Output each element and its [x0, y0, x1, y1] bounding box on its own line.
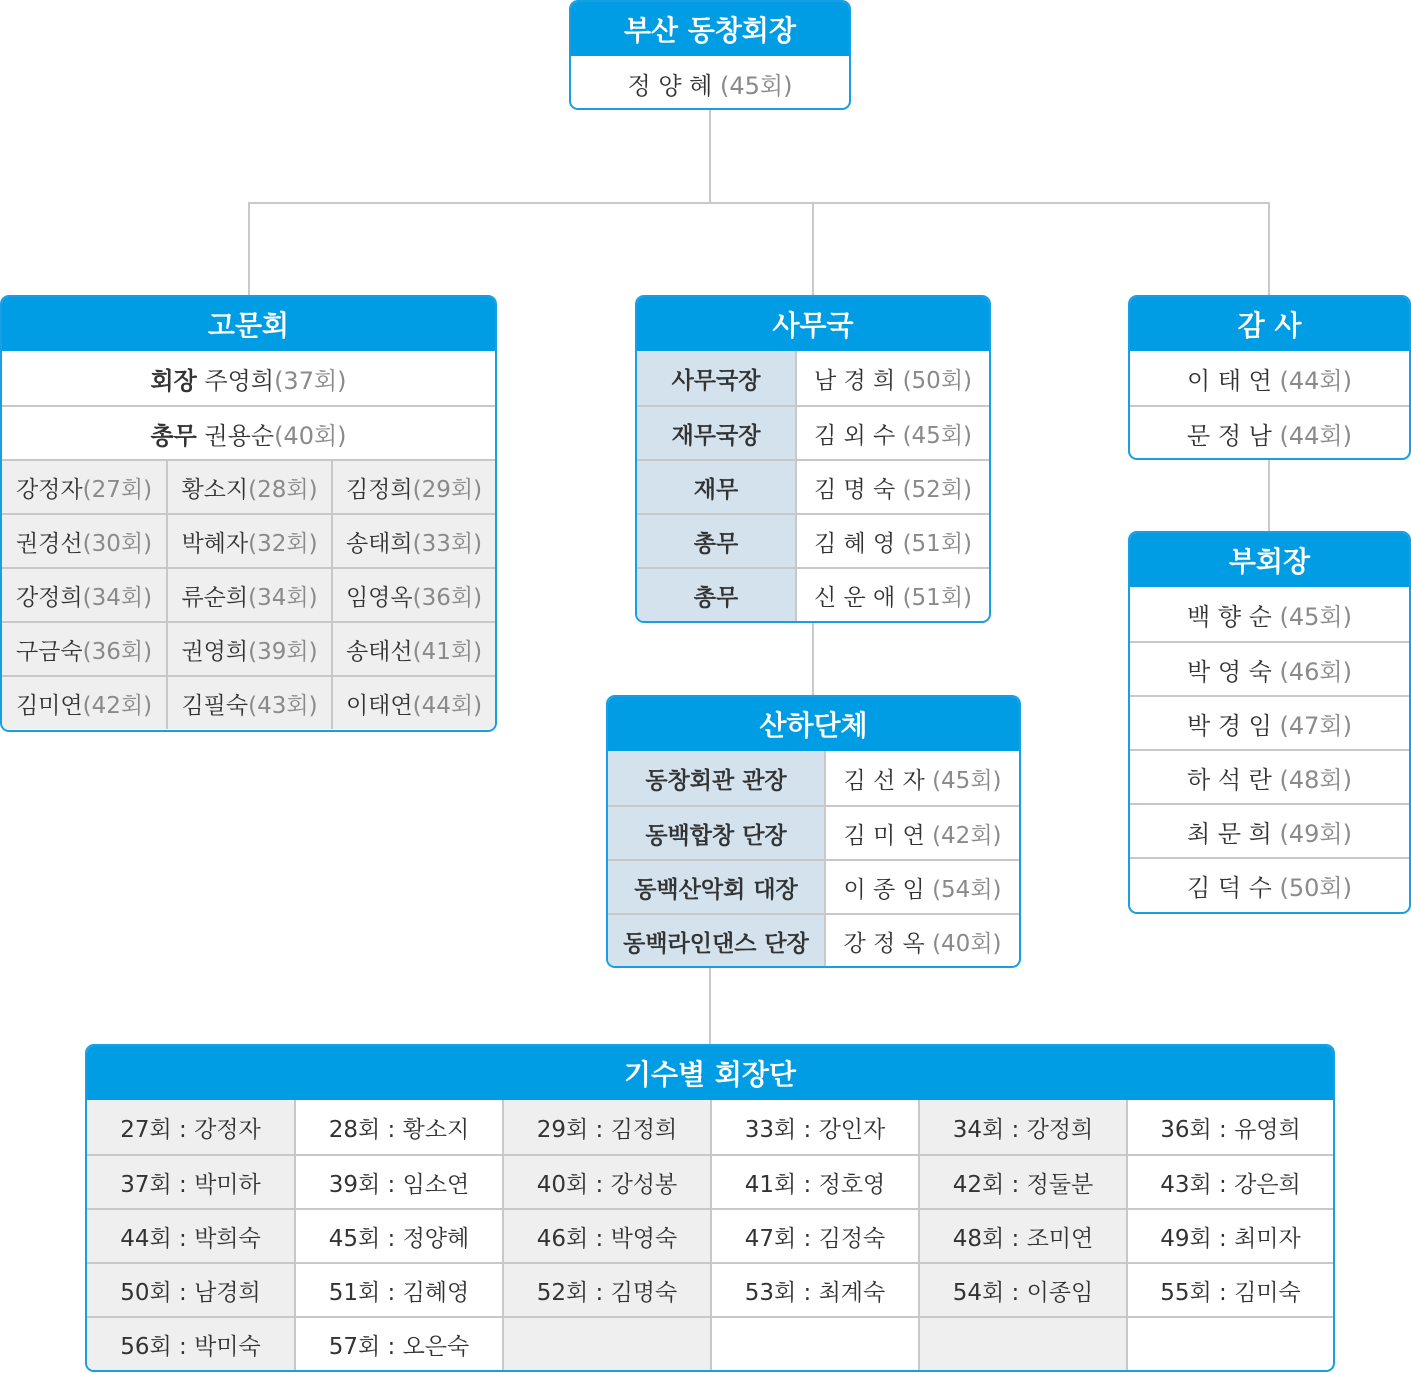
- advisory-member-term: (36회): [82, 638, 153, 665]
- past-president-cell: 46회 : 박영숙: [502, 1210, 710, 1262]
- advisory-member-cell: [166, 515, 331, 567]
- advisory-member-name: 송태선: [345, 638, 413, 665]
- advisory-member-term: (30회): [82, 530, 153, 557]
- affiliate-row: [608, 913, 1019, 967]
- secretariat-row: [637, 405, 989, 459]
- advisory-secretary-name: 권용순: [204, 421, 275, 450]
- president-box: [569, 0, 851, 110]
- advisory-member-name: 권영희: [181, 638, 249, 665]
- president-title: 부산 동창회장: [571, 2, 849, 56]
- secretariat-name: 김 혜 영: [813, 530, 896, 557]
- secretariat-name: 김 명 숙: [813, 476, 896, 503]
- vice-term: (49회): [1279, 819, 1352, 848]
- secretariat-value: [795, 515, 989, 567]
- advisory-member-name: 황소지: [181, 476, 249, 503]
- secretariat-term: (51회): [902, 530, 973, 557]
- audit-title: 감 사: [1130, 297, 1409, 351]
- affiliates-box: [606, 695, 1021, 968]
- advisory-member-row: [2, 675, 495, 729]
- vice-term: (46회): [1279, 657, 1352, 686]
- advisory-member-name: 송태희: [345, 530, 413, 557]
- advisory-member-cell: [2, 461, 166, 513]
- secretariat-role: 재무국장: [637, 407, 795, 459]
- past-president-cell: [1126, 1318, 1333, 1370]
- connector-horizontal: [248, 202, 1270, 204]
- vice-term: (47회): [1279, 711, 1352, 740]
- connector-advisory: [248, 202, 250, 296]
- advisory-member-name: 김미연: [15, 692, 83, 719]
- advisory-chair-row: [2, 351, 495, 405]
- vice-row: [1130, 695, 1409, 749]
- advisory-member-row: [2, 513, 495, 567]
- secretariat-row: [637, 351, 989, 405]
- vice-term: (50회): [1279, 873, 1352, 902]
- vice-row: [1130, 749, 1409, 803]
- advisory-member-term: (28회): [248, 476, 318, 503]
- affiliate-term: (54회): [932, 876, 1002, 903]
- secretariat-value: [795, 407, 989, 459]
- vice-term: (48회): [1279, 765, 1352, 794]
- secretariat-title: 사무국: [637, 297, 989, 351]
- affiliate-role: 동백산악회 대장: [608, 861, 824, 913]
- secretariat-row: [637, 567, 989, 621]
- past-president-cell: 44회 : 박희숙: [87, 1210, 294, 1262]
- advisory-member-cell: [2, 515, 166, 567]
- affiliate-value: [824, 915, 1019, 967]
- secretariat-role: 총무: [637, 569, 795, 621]
- advisory-member-term: (36회): [412, 584, 483, 611]
- advisory-member-term: (42회): [82, 692, 153, 719]
- vice-row: [1130, 641, 1409, 695]
- affiliate-role: 동창회관 관장: [608, 751, 824, 805]
- secretariat-name: 신 운 애: [813, 584, 896, 611]
- past-presidents-row: [87, 1154, 1333, 1208]
- past-president-cell: 29회 : 김정희: [502, 1100, 710, 1154]
- past-presidents-rows: [87, 1100, 1333, 1370]
- advisory-member-name: 구금숙: [15, 638, 83, 665]
- vice-box: [1128, 531, 1411, 914]
- past-presidents-row: [87, 1262, 1333, 1316]
- advisory-member-cell: [331, 461, 495, 513]
- audit-rows: [1130, 351, 1409, 459]
- advisory-member-name: 강정희: [15, 584, 83, 611]
- advisory-member-term: (32회): [248, 530, 318, 557]
- past-president-cell: 55회 : 김미숙: [1126, 1264, 1333, 1316]
- advisory-member-term: (27회): [82, 476, 153, 503]
- vice-term: (45회): [1279, 602, 1352, 631]
- secretariat-role: 사무국장: [637, 351, 795, 405]
- secretariat-name: 김 외 수: [813, 422, 896, 449]
- advisory-member-cell: [166, 623, 331, 675]
- advisory-chair-role: 회장: [150, 366, 197, 395]
- advisory-member-name: 김정희: [345, 476, 413, 503]
- affiliate-name: 강 정 옥: [843, 930, 925, 957]
- advisory-secretary-row: [2, 405, 495, 459]
- advisory-secretary-role: 총무: [150, 421, 197, 450]
- vice-name: 하 석 란: [1187, 765, 1272, 794]
- secretariat-term: (45회): [902, 422, 973, 449]
- affiliate-value: [824, 751, 1019, 805]
- advisory-member-row: [2, 621, 495, 675]
- vice-name: 박 영 숙: [1187, 657, 1272, 686]
- advisory-member-term: (41회): [412, 638, 483, 665]
- connector-affiliates-past: [709, 967, 711, 1045]
- affiliate-name: 이 종 임: [843, 876, 925, 903]
- connector-secretariat-affiliates: [812, 622, 814, 696]
- vice-title: 부회장: [1130, 533, 1409, 587]
- secretariat-row: [637, 459, 989, 513]
- past-presidents-title: 기수별 회장단: [87, 1046, 1333, 1100]
- past-president-cell: 28회 : 황소지: [294, 1100, 502, 1154]
- secretariat-term: (50회): [902, 367, 973, 394]
- past-president-cell: 53회 : 최계숙: [710, 1264, 918, 1316]
- advisory-member-term: (44회): [412, 692, 483, 719]
- past-president-cell: 56회 : 박미숙: [87, 1318, 294, 1370]
- secretariat-name: 남 경 희: [813, 367, 896, 394]
- affiliates-title: 산하단체: [608, 697, 1019, 751]
- connector-secretariat: [812, 202, 814, 296]
- vice-name: 김 덕 수: [1187, 873, 1272, 902]
- past-president-cell: 47회 : 김정숙: [710, 1210, 918, 1262]
- advisory-member-term: (34회): [248, 584, 318, 611]
- vice-row: [1130, 587, 1409, 641]
- president-term: (45회): [720, 71, 793, 100]
- past-president-cell: 37회 : 박미하: [87, 1156, 294, 1208]
- past-president-cell: 42회 : 정둘분: [918, 1156, 1126, 1208]
- connector-president-down: [709, 109, 711, 203]
- advisory-member-term: (43회): [248, 692, 318, 719]
- affiliates-rows: [608, 751, 1019, 967]
- past-president-cell: 39회 : 임소연: [294, 1156, 502, 1208]
- advisory-member-name: 박혜자: [181, 530, 249, 557]
- audit-term: (44회): [1279, 366, 1352, 395]
- advisory-member-row: [2, 567, 495, 621]
- past-president-cell: 48회 : 조미연: [918, 1210, 1126, 1262]
- connector-audit-vice: [1268, 459, 1270, 533]
- past-president-cell: 51회 : 김혜영: [294, 1264, 502, 1316]
- past-president-cell: 49회 : 최미자: [1126, 1210, 1333, 1262]
- advisory-member-name: 임영옥: [345, 584, 413, 611]
- secretariat-role: 총무: [637, 515, 795, 567]
- advisory-member-term: (39회): [248, 638, 318, 665]
- past-president-cell: 36회 : 유영희: [1126, 1100, 1333, 1154]
- affiliate-term: (42회): [932, 822, 1002, 849]
- audit-name: 문 정 남: [1187, 421, 1272, 450]
- advisory-secretary-term: (40회): [274, 421, 347, 450]
- advisory-member-cell: [331, 677, 495, 729]
- advisory-member-cell: [166, 569, 331, 621]
- secretariat-value: [795, 461, 989, 513]
- secretariat-box: [635, 295, 991, 623]
- past-presidents-row: [87, 1208, 1333, 1262]
- affiliate-row: [608, 751, 1019, 805]
- advisory-chair-term: (37회): [274, 366, 347, 395]
- affiliate-name: 김 선 자: [843, 767, 925, 794]
- advisory-member-cell: [331, 623, 495, 675]
- past-president-cell: [502, 1318, 710, 1370]
- past-president-cell: 27회 : 강정자: [87, 1100, 294, 1154]
- secretariat-role: 재무: [637, 461, 795, 513]
- past-president-cell: 34회 : 강정희: [918, 1100, 1126, 1154]
- affiliate-name: 김 미 연: [843, 822, 925, 849]
- advisory-member-cell: [166, 677, 331, 729]
- advisory-member-cell: [166, 461, 331, 513]
- vice-name: 최 문 희: [1187, 819, 1272, 848]
- secretariat-value: [795, 569, 989, 621]
- advisory-member-name: 강정자: [15, 476, 83, 503]
- past-president-cell: 57회 : 오은숙: [294, 1318, 502, 1370]
- past-president-cell: 43회 : 강은희: [1126, 1156, 1333, 1208]
- past-president-cell: 52회 : 김명숙: [502, 1264, 710, 1316]
- affiliate-row: [608, 805, 1019, 859]
- advisory-member-name: 권경선: [15, 530, 83, 557]
- advisory-member-term: (34회): [82, 584, 153, 611]
- past-presidents-row: [87, 1100, 1333, 1154]
- audit-row: [1130, 351, 1409, 405]
- affiliate-role: 동백라인댄스 단장: [608, 915, 824, 967]
- vice-name: 백 향 순: [1187, 602, 1272, 631]
- vice-row: [1130, 857, 1409, 911]
- past-president-cell: 45회 : 정양혜: [294, 1210, 502, 1262]
- secretariat-term: (51회): [902, 584, 973, 611]
- advisory-member-cell: [331, 569, 495, 621]
- affiliate-row: [608, 859, 1019, 913]
- audit-box: [1128, 295, 1411, 460]
- advisory-title: 고문회: [2, 297, 495, 351]
- affiliate-role: 동백합창 단장: [608, 807, 824, 859]
- secretariat-value: [795, 351, 989, 405]
- advisory-member-name: 류순희: [181, 584, 249, 611]
- secretariat-rows: [637, 351, 989, 621]
- advisory-member-cell: [331, 515, 495, 567]
- advisory-member-cell: [2, 623, 166, 675]
- advisory-member-term: (33회): [412, 530, 483, 557]
- advisory-member-row: [2, 459, 495, 513]
- audit-term: (44회): [1279, 421, 1352, 450]
- vice-name: 박 경 임: [1187, 711, 1272, 740]
- advisory-member-term: (29회): [412, 476, 483, 503]
- advisory-member-cell: [2, 569, 166, 621]
- president-name: 정 양 혜: [627, 71, 713, 100]
- past-president-cell: [918, 1318, 1126, 1370]
- past-presidents-row: [87, 1316, 1333, 1370]
- vice-row: [1130, 803, 1409, 857]
- advisory-member-cell: [2, 677, 166, 729]
- past-president-cell: 41회 : 정호영: [710, 1156, 918, 1208]
- connector-audit: [1268, 202, 1270, 296]
- audit-row: [1130, 405, 1409, 459]
- past-president-cell: [710, 1318, 918, 1370]
- past-president-cell: 50회 : 남경희: [87, 1264, 294, 1316]
- advisory-member-name: 김필숙: [181, 692, 249, 719]
- advisory-chair-name: 주영희: [204, 366, 275, 395]
- advisory-members: [2, 459, 495, 729]
- advisory-member-name: 이태연: [345, 692, 413, 719]
- vice-rows: [1130, 587, 1409, 911]
- president-row: [571, 56, 849, 110]
- secretariat-term: (52회): [902, 476, 973, 503]
- audit-name: 이 태 연: [1187, 366, 1272, 395]
- past-president-cell: 40회 : 강성봉: [502, 1156, 710, 1208]
- affiliate-value: [824, 807, 1019, 859]
- past-president-cell: 54회 : 이종임: [918, 1264, 1126, 1316]
- past-president-cell: 33회 : 강인자: [710, 1100, 918, 1154]
- secretariat-row: [637, 513, 989, 567]
- past-presidents-box: [85, 1044, 1335, 1372]
- affiliate-term: (40회): [932, 930, 1002, 957]
- affiliate-term: (45회): [932, 767, 1002, 794]
- affiliate-value: [824, 861, 1019, 913]
- advisory-box: [0, 295, 497, 732]
